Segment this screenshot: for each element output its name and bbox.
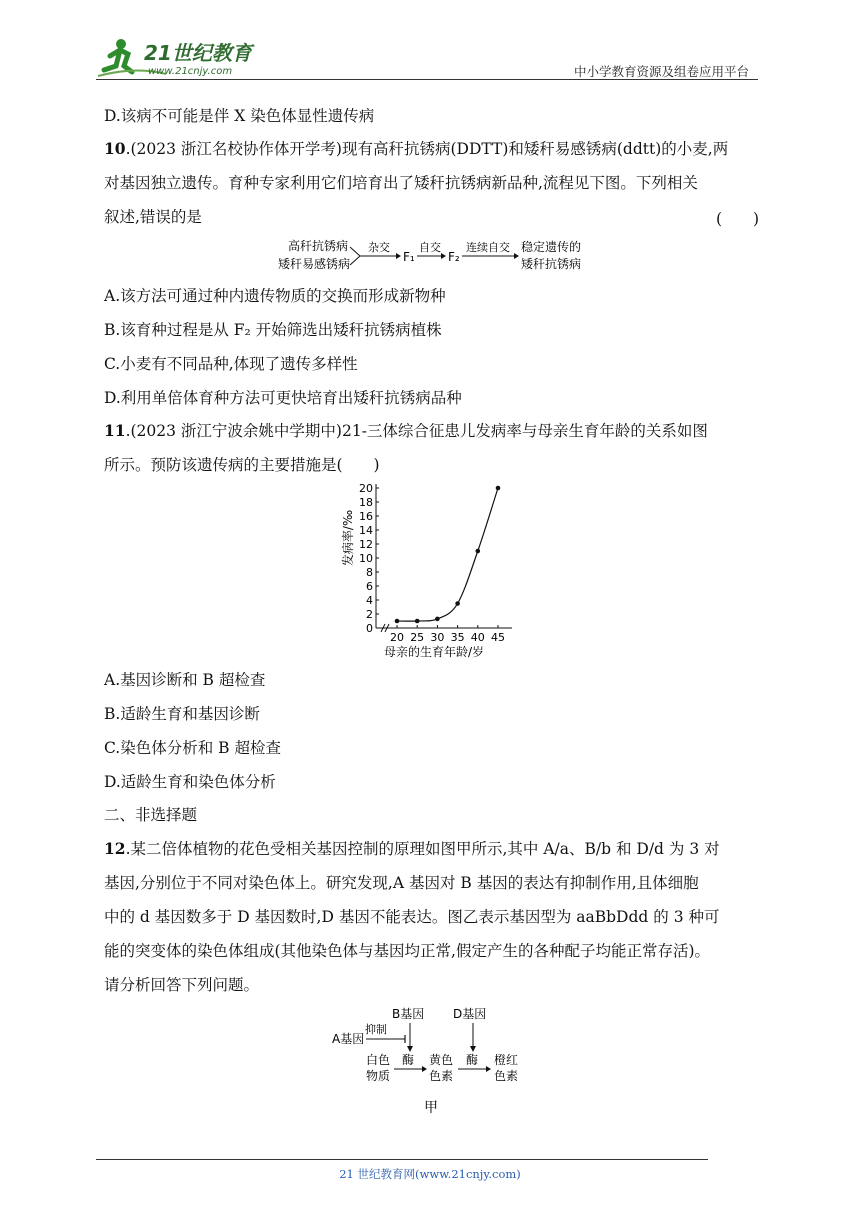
chart-y-tick-label: 16 bbox=[359, 510, 373, 523]
q10-option-a: A.该方法可通过种内遗传物质的交换而形成新物种 bbox=[104, 287, 446, 305]
diagram-gene-b: B基因 bbox=[392, 1007, 425, 1021]
q12-line2: 基因,分别位于不同对染色体上。研究发现,A 基因对 B 基因的表达有抑制作用,且体细胞 bbox=[104, 874, 699, 892]
header-divider bbox=[96, 79, 758, 80]
diagram-inhibit: 抑制 bbox=[365, 1023, 387, 1036]
chart-data-point bbox=[476, 549, 481, 554]
q10-stem-line2: 对基因独立遗传。育种专家利用它们培育出了矮秆抗锈病新品种,流程见下图。下列相关 bbox=[104, 174, 698, 192]
chart-x-tick-label: 40 bbox=[470, 631, 485, 644]
logo-text: 21世纪教育 bbox=[144, 41, 252, 65]
q9-option-d: D.该病不可能是伴 X 染色体显性遗传病 bbox=[104, 107, 375, 125]
q12-line4: 能的突变体的染色体组成(其他染色体与基因均正常,假定产生的各种配子均能正常存活)。 bbox=[104, 942, 711, 960]
q10-option-b: B.该育种过程是从 F₂ 开始筛选出矮秆抗锈病植株 bbox=[104, 321, 442, 339]
q12-gene-pathway-diagram bbox=[330, 1002, 540, 1124]
chart-data-point bbox=[455, 601, 460, 606]
q10-number: 10 bbox=[104, 139, 126, 158]
chart-y-tick-label: 8 bbox=[366, 566, 373, 579]
flow-f1: F₁ bbox=[403, 250, 415, 264]
flow-result1: 稳定遗传的 bbox=[521, 240, 582, 254]
q10-answer-paren: ( ) bbox=[716, 210, 760, 228]
chart-x-tick-label: 30 bbox=[430, 631, 445, 644]
site-logo bbox=[96, 36, 266, 80]
q10-stem-line1 bbox=[104, 139, 728, 159]
chart-data-point bbox=[395, 619, 400, 624]
chart-y-tick-label: 12 bbox=[359, 538, 373, 551]
footer-text: 21 世纪教育网(www.21cnjy.com) bbox=[339, 1167, 521, 1181]
diagram-yellow-2: 色素 bbox=[429, 1069, 454, 1083]
section-title: 二、非选择题 bbox=[104, 806, 198, 824]
diagram-white-1: 白色 bbox=[366, 1053, 391, 1067]
chart-y-label: 发病率/‰ bbox=[341, 509, 355, 567]
chart-x-tick-label: 45 bbox=[491, 631, 505, 644]
q10-stem-line3: 叙述,错误的是 bbox=[104, 208, 202, 226]
q10-option-c: C.小麦有不同品种,体现了遗传多样性 bbox=[104, 355, 358, 373]
chart-x-tick-label: 25 bbox=[410, 631, 425, 644]
q11-option-d: D.适龄生育和染色体分析 bbox=[104, 773, 276, 791]
diagram-orange-1: 橙红 bbox=[494, 1053, 519, 1067]
chart-y-tick-label: 18 bbox=[359, 496, 373, 509]
chart-x-tick-label: 35 bbox=[450, 631, 465, 644]
q11-stem-text: .(2023 浙江宁波余姚中学期中)21-三体综合征患儿发病率与母亲生育年龄的关系如图 bbox=[125, 422, 708, 440]
diagram-white-2: 物质 bbox=[366, 1069, 391, 1083]
chart-y-tick-label: 0 bbox=[366, 622, 373, 635]
diagram-enzyme-1: 酶 bbox=[402, 1053, 415, 1067]
q12-line5: 请分析回答下列问题。 bbox=[104, 976, 260, 994]
q11-stem-line2: 所示。预防该遗传病的主要措施是( ) bbox=[104, 456, 380, 474]
q10-stem-text: .(2023 浙江名校协作体开学考)现有高秆抗锈病(DDTT)和矮秆易感锈病(ddtt)的小麦,两 bbox=[125, 140, 729, 158]
chart-data-point bbox=[435, 617, 440, 622]
q11-option-c: C.染色体分析和 B 超检查 bbox=[104, 739, 281, 757]
q11-option-a: A.基因诊断和 B 超检查 bbox=[104, 671, 266, 689]
q12-number: 12 bbox=[104, 839, 126, 858]
header-platform-text: 中小学教育资源及组卷应用平台 bbox=[574, 64, 750, 79]
q10-breeding-flow-diagram bbox=[276, 237, 596, 279]
diagram-orange-2: 色素 bbox=[494, 1069, 519, 1083]
chart-y-tick-label: 20 bbox=[359, 482, 373, 495]
chart-y-tick-label: 4 bbox=[366, 594, 373, 607]
q11-option-b: B.适龄生育和基因诊断 bbox=[104, 705, 260, 723]
q12-line3: 中的 d 基因数多于 D 基因数时,D 基因不能表达。图乙表示基因型为 aaBbDdd 的 3 种可 bbox=[104, 908, 720, 926]
q11-number: 11 bbox=[104, 421, 126, 440]
chart-data-point bbox=[496, 486, 501, 491]
q11-incidence-chart bbox=[330, 476, 530, 666]
q12-line1-text: .某二倍体植物的花色受相关基因控制的原理如图甲所示,其中 A/a、B/b 和 D/d 为 3 对 bbox=[125, 840, 720, 858]
q11-stem-line1 bbox=[104, 421, 708, 441]
chart-y-tick-label: 14 bbox=[359, 524, 373, 537]
diagram-yellow-1: 黄色 bbox=[429, 1053, 454, 1067]
flow-f2: F₂ bbox=[448, 250, 460, 264]
chart-series-line bbox=[397, 488, 498, 621]
chart-y-tick-label: 2 bbox=[366, 608, 373, 621]
flow-parent1: 高秆抗锈病 bbox=[288, 239, 349, 253]
chart-y-tick-label: 10 bbox=[359, 552, 373, 565]
diagram-gene-d: D基因 bbox=[453, 1007, 487, 1021]
logo-url-text: www.21cnjy.com bbox=[148, 66, 233, 77]
flow-step2: 自交 bbox=[419, 241, 441, 254]
chart-x-label: 母亲的生育年龄/岁 bbox=[383, 645, 485, 659]
q10-option-d: D.利用单倍体育种方法可更快培育出矮秆抗锈病品种 bbox=[104, 389, 462, 407]
q12-line1 bbox=[104, 839, 720, 859]
chart-data-point bbox=[415, 619, 420, 624]
diagram-enzyme-2: 酶 bbox=[466, 1053, 479, 1067]
flow-parent2: 矮秆易感锈病 bbox=[278, 257, 351, 271]
diagram-caption: 甲 bbox=[424, 1100, 438, 1116]
flow-result2: 矮秆抗锈病 bbox=[521, 257, 582, 271]
flow-step3: 连续自交 bbox=[466, 241, 510, 254]
chart-x-tick-label: 20 bbox=[390, 631, 404, 644]
footer-divider bbox=[96, 1159, 708, 1160]
chart-y-tick-label: 6 bbox=[366, 580, 373, 593]
diagram-gene-a: A基因 bbox=[332, 1032, 365, 1046]
flow-step1: 杂交 bbox=[368, 241, 390, 254]
